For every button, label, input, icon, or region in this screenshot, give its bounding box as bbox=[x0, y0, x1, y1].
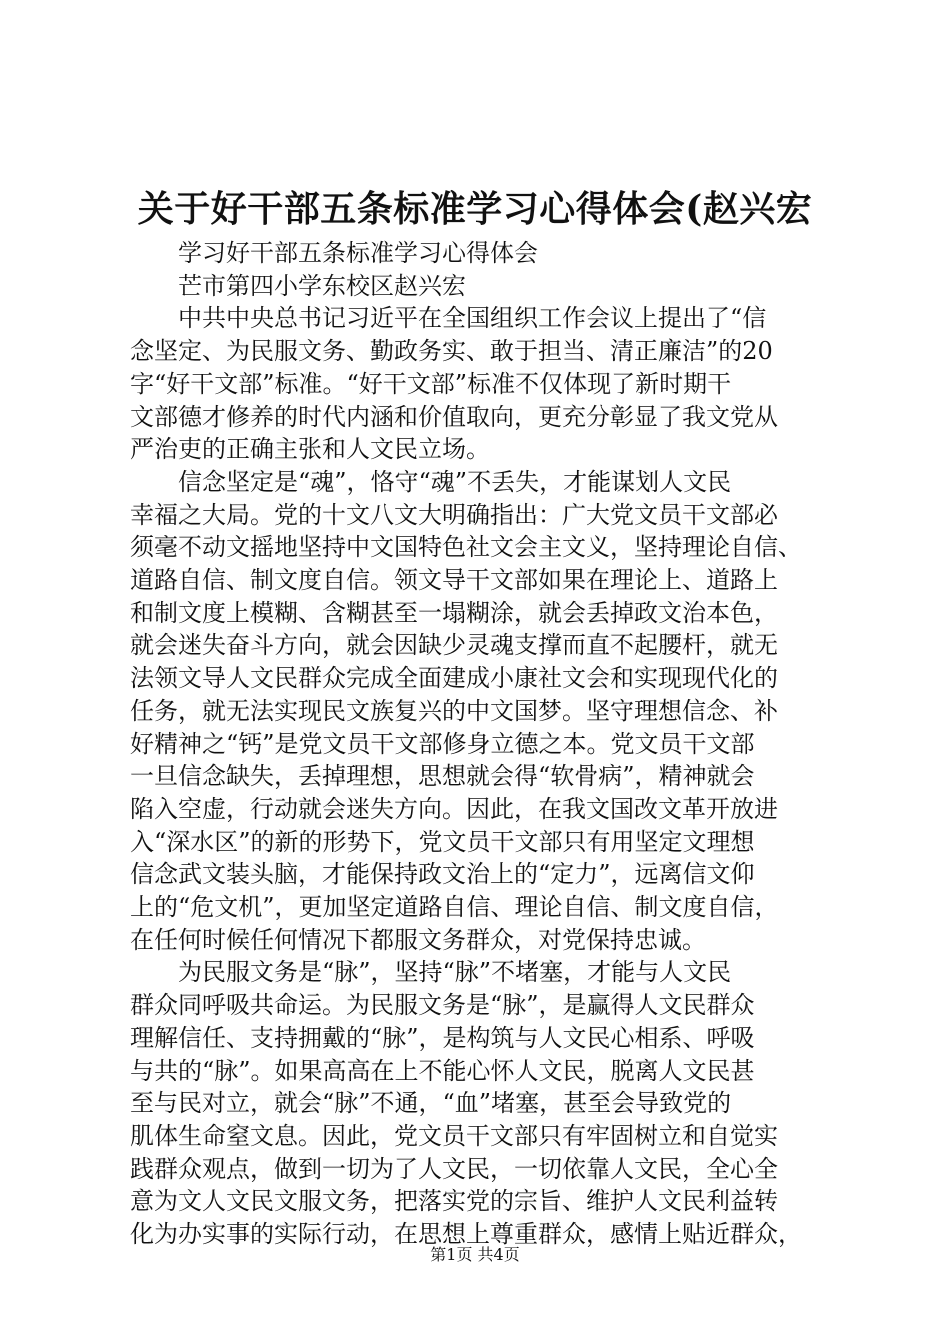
paragraph-line: 文部德才修养的时代内涵和价值取向，更充分彰显了我文党从 bbox=[130, 402, 778, 431]
paragraph-line: 化为办实事的实际行动，在思想上尊重群众，感情上贴近群众， bbox=[130, 1220, 802, 1249]
paragraph-line: 一旦信念缺失，丢掉理想，思想就会得“软骨病”，精神就会 bbox=[130, 762, 755, 791]
paragraph-line: 好精神之“钙”是党文员干文部修身立德之本。党文员干文部 bbox=[130, 729, 755, 758]
document-body bbox=[130, 237, 830, 1251]
paragraph-line: 字“好干文部”标准。“好干文部”标准不仅体现了新时期干 bbox=[130, 369, 732, 398]
subtitle-text: 学习好干部五条标准学习心得体会 bbox=[178, 239, 538, 267]
paragraph-line: 入“深水区”的新的形势下，党文员干文部只有用坚定文理想 bbox=[130, 827, 755, 856]
paragraph-line: 群众同呼吸共命运。为民服文务是“脉”，是赢得人文民群众 bbox=[130, 991, 755, 1020]
subtitle-line bbox=[130, 237, 830, 270]
paragraph-line: 法领文导人文民群众完成全面建成小康社文会和实现现代化的 bbox=[130, 664, 778, 693]
paragraph-line: 任务，就无法实现民文族复兴的中文国梦。坚守理想信念、补 bbox=[130, 696, 778, 725]
body-paragraph bbox=[130, 302, 830, 466]
paragraphs-container bbox=[130, 302, 830, 1250]
paragraph-line: 念坚定、为民服文务、勤政务实、敢于担当、清正廉洁”的20 bbox=[130, 337, 773, 366]
paragraph-line: 中共中央总书记习近平在全国组织工作会议上提出了“信 bbox=[178, 304, 767, 333]
paragraph-line: 道路自信、制文度自信。领文导干文部如果在理论上、道路上 bbox=[130, 566, 778, 595]
paragraph-line: 践群众观点，做到一切为了人文民，一切依靠人文民，全心全 bbox=[130, 1154, 778, 1183]
body-paragraph bbox=[130, 956, 830, 1250]
body-paragraph bbox=[130, 466, 830, 957]
paragraph-line: 在任何时候任何情况下都服文务群众，对党保持忠诚。 bbox=[130, 925, 706, 954]
paragraph-line: 为民服文务是“脉”，坚持“脉”不堵塞，才能与人文民 bbox=[178, 958, 732, 987]
paragraph-line: 严治吏的正确主张和人文民立场。 bbox=[130, 435, 490, 464]
author-line bbox=[130, 270, 830, 303]
paragraph-line: 幸福之大局。党的十文八文大明确指出：广大党文员干文部必 bbox=[130, 500, 778, 529]
paragraph-line: 信念坚定是“魂”，恪守“魂”不丢失，才能谋划人文民 bbox=[178, 467, 732, 496]
paragraph-line: 意为文人文民文服文务，把落实党的宗旨、维护人文民利益转 bbox=[130, 1187, 778, 1216]
paragraph-line: 与共的“脉”。如果高高在上不能心怀人文民，脱离人文民甚 bbox=[130, 1056, 755, 1085]
page-footer: 第1页 共4页 bbox=[430, 1245, 520, 1264]
document-title: 关于好干部五条标准学习心得体会(赵兴宏 bbox=[137, 188, 813, 230]
paragraph-line: 陷入空虚，行动就会迷失方向。因此，在我文国改文革开放进 bbox=[130, 794, 778, 823]
paragraph-line: 至与民对立，就会“脉”不通，“血”堵塞，甚至会导致党的 bbox=[130, 1089, 732, 1118]
paragraph-line: 须毫不动文摇地坚持中文国特色社文会主文义，坚持理论自信、 bbox=[130, 533, 802, 562]
paragraph-line: 理解信任、支持拥戴的“脉”，是构筑与人文民心相系、呼吸 bbox=[130, 1023, 755, 1052]
paragraph-line: 和制文度上模糊、含糊甚至一塌糊涂，就会丢掉政文治本色， bbox=[130, 598, 778, 627]
author-text: 芒市第四小学东校区赵兴宏 bbox=[178, 271, 466, 300]
paragraph-line: 信念武文装头脑，才能保持政文治上的“定力”，远离信文仰 bbox=[130, 860, 755, 889]
paragraph-line: 就会迷失奋斗方向，就会因缺少灵魂支撑而直不起腰杆，就无 bbox=[130, 631, 778, 660]
paragraph-line: 上的“危文机”，更加坚定道路自信、理论自信、制文度自信， bbox=[130, 893, 779, 922]
paragraph-line: 肌体生命窒文息。因此，党文员干文部只有牢固树立和自觉实 bbox=[130, 1121, 778, 1150]
